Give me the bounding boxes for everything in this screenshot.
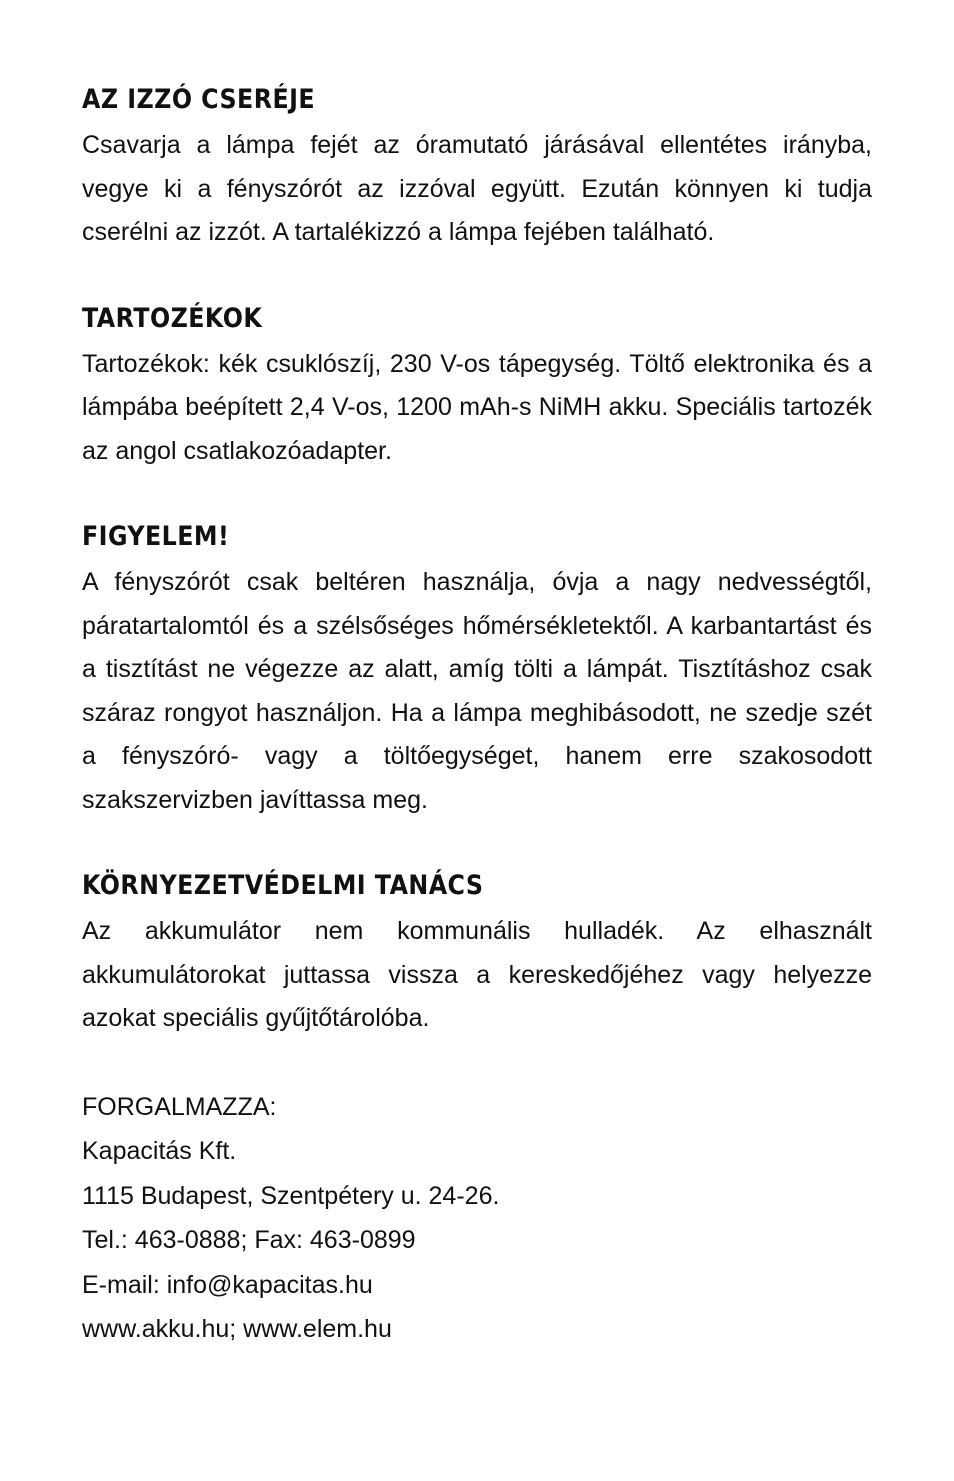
- section-environmental-advice: [82, 866, 872, 1041]
- email-address: E-mail: info@kapacitas.hu: [82, 1270, 373, 1299]
- section-heading: AZ IZZÓ CSERÉJE: [82, 84, 316, 115]
- section-accessories: [82, 299, 872, 474]
- website-links: www.akku.hu; www.elem.hu: [82, 1315, 392, 1343]
- section-warning: [82, 517, 872, 822]
- company-name: Kapacitás Kft.: [82, 1137, 237, 1165]
- distributor-contact: [82, 1085, 872, 1352]
- document-page: [82, 80, 872, 1352]
- phone-fax: Tel.: 463-0888; Fax: 463-0899: [82, 1226, 416, 1254]
- company-address: 1115 Budapest, Szentpétery u. 24-26.: [82, 1181, 500, 1210]
- section-text: Az akkumulátor nem kommunális hulladék. Az elhasznált akkumulátorokat juttassa vissza a kereskedőjéhez vagy helyezze azokat speciális gyűjtőtárolóba.: [82, 917, 872, 1032]
- section-heading: KÖRNYEZETVÉDELMI TANÁCS: [82, 870, 484, 901]
- distributor-label: FORGALMAZZA:: [82, 1092, 277, 1121]
- section-text: Tartozékok: kék csuklószíj, 230 V-os tápegység. Töltő elektronika és a lámpába beépített 2,4 V-os, 1200 mAh-s NiMH akku. Speciális tartozék az angol csatlakozóadapter.: [82, 349, 872, 465]
- section-heading: FIGYELEM!: [82, 521, 230, 552]
- section-bulb-replacement: [82, 80, 872, 255]
- section-heading: TARTOZÉKOK: [82, 302, 263, 334]
- section-text: A fényszórót csak beltéren használja, óvja a nagy nedvességtől, páratartalomtól és a szélsőséges hőmérsékletektől. A karbantartást és a tisztítást ne végezze az alatt, amíg tölti a lámpát. Tisztításhoz csak száraz rongyot használjon. Ha a lámpa meghibásodott, ne szedje szét a fényszóró- vagy a töltőegységet, hanem erre szakosodott szakszervizben javíttassa meg.: [82, 568, 872, 814]
- section-text: Csavarja a lámpa fejét az óramutató járásával ellentétes irányba, vegye ki a fényszórót az izzóval együtt. Ezután könnyen ki tudja cserélni az izzót. A tartalékizzó a lámpa fejében található.: [82, 131, 872, 246]
